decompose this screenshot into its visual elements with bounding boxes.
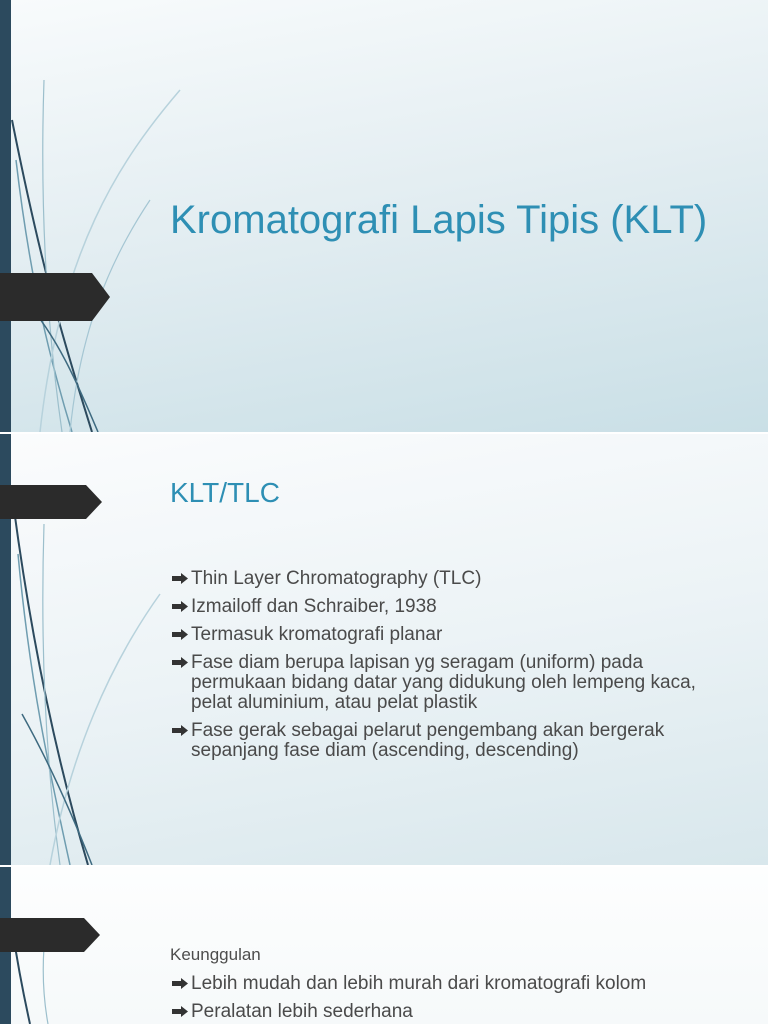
slide-tab-arrow-icon xyxy=(0,478,102,526)
bullet-list xyxy=(172,569,712,769)
list-item xyxy=(172,1002,712,1022)
list-item xyxy=(172,653,712,713)
arrow-right-icon xyxy=(172,657,188,668)
bullet-text: Izmailoff dan Schraiber, 1938 xyxy=(191,596,437,617)
arrow-right-icon xyxy=(172,1006,188,1017)
bullet-text: Peralatan lebih sederhana xyxy=(191,1001,413,1022)
arrow-right-icon xyxy=(172,629,188,640)
bullet-list xyxy=(172,974,712,1030)
arrow-right-icon xyxy=(172,601,188,612)
arrow-right-icon xyxy=(172,978,188,989)
list-item xyxy=(172,625,712,645)
list-item xyxy=(172,597,712,617)
slide-tab-arrow-icon xyxy=(0,911,100,959)
list-item xyxy=(172,721,712,761)
bullet-text: Fase diam berupa lapisan yg seragam (uniform) pada permukaan bidang datar yang didukung oleh lempeng kaca, pelat aluminium, atau pelat plastik xyxy=(191,652,696,713)
bullet-text: Thin Layer Chromatography (TLC) xyxy=(191,568,482,589)
slide-title: KLT/TLC xyxy=(170,477,280,508)
list-item xyxy=(172,974,712,994)
slide-1[interactable] xyxy=(0,0,768,432)
arrow-right-icon xyxy=(172,573,188,584)
slide-heading: Keunggulan xyxy=(170,945,261,964)
slide-tab-arrow-icon xyxy=(0,273,110,321)
list-item xyxy=(172,569,712,589)
slide-title: Kromatografi Lapis Tipis (KLT) xyxy=(170,198,708,242)
arrow-right-icon xyxy=(172,725,188,736)
bullet-text: Lebih mudah dan lebih murah dari kromatografi kolom xyxy=(191,973,647,994)
bullet-text: Fase gerak sebagai pelarut pengembang akan bergerak sepanjang fase diam (ascending, descending) xyxy=(191,720,665,761)
bullet-text: Termasuk kromatografi planar xyxy=(191,624,443,645)
